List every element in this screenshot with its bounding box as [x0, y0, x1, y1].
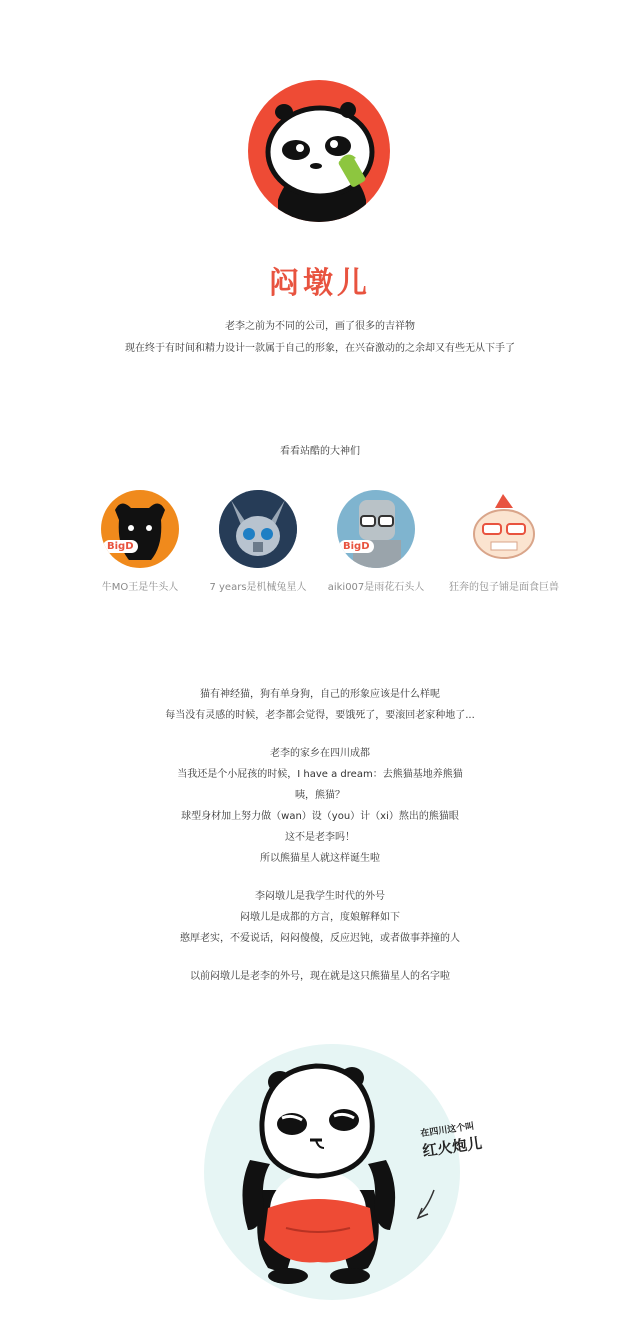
designers-heading: 看看站酷的大神们 [280, 446, 360, 457]
stone-man-avatar-icon[interactable] [337, 490, 415, 568]
story-line: 以前闷墩儿是老李的外号，现在就是这只熊猫星人的名字啦 [190, 971, 450, 982]
panda-logo-icon [248, 80, 390, 222]
panda-illustration [190, 1040, 510, 1310]
handwritten-note-small: 在四川这个叫 [419, 1121, 475, 1140]
bigd-badge: BigD [339, 540, 374, 553]
story-line: 猫有神经猫，狗有单身狗，自己的形象应该是什么样呢 [200, 689, 440, 700]
intro-text [0, 316, 640, 360]
bigd-badge: BigD [103, 540, 138, 553]
story-line: 当我还是个小屁孩的时候，I have a dream：去熊猫基地养熊猫 [177, 769, 463, 780]
story-line: 咦，熊猫？ [295, 790, 345, 801]
story-line: 闷墩儿是成都的方言，度娘解释如下 [240, 912, 400, 923]
story-line: 憨厚老实，不爱说话，闷闷傻傻，反应迟钝，或者做事莽撞的人 [180, 933, 460, 944]
story-line: 所以熊猫星人就这样诞生啦 [260, 853, 380, 864]
intro-line: 老李之前为不同的公司，画了很多的吉祥物 [225, 321, 415, 332]
story-line: 每当没有灵感的时候，老李都会觉得，要饿死了，要滚回老家种地了... [165, 710, 475, 721]
story-text [0, 684, 640, 987]
bull-avatar-icon[interactable] [101, 490, 179, 568]
bun-monster-avatar-icon[interactable] [465, 490, 543, 568]
designer-card[interactable] [306, 490, 446, 593]
panda-character-icon [190, 1040, 510, 1310]
designer-caption: 7 years是机械兔星人 [209, 582, 307, 593]
story-line: 李闷墩儿是我学生时代的外号 [255, 891, 385, 902]
handwritten-note-big: 红火炮儿 [421, 1133, 484, 1161]
story-line: 老李的家乡在四川成都 [270, 748, 370, 759]
page-title: 闷墩儿 [269, 266, 371, 301]
designer-caption: 牛MO王是牛头人 [101, 582, 179, 593]
intro-line: 现在终于有时间和精力设计一款属于自己的形象，在兴奋激动的之余却又有些无从下手了 [125, 343, 515, 354]
logo-avatar [248, 80, 390, 222]
designer-caption: aiki007是雨花石头人 [327, 582, 425, 593]
story-line: 球型身材加上努力做（wan）设（you）计（xi）熬出的熊猫眼 [181, 811, 459, 822]
story-line: 这不是老李吗！ [285, 832, 355, 843]
designer-card[interactable] [434, 490, 574, 593]
designer-caption: 狂奔的包子铺是面食巨兽 [449, 582, 559, 593]
robot-rabbit-avatar-icon[interactable] [219, 490, 297, 568]
